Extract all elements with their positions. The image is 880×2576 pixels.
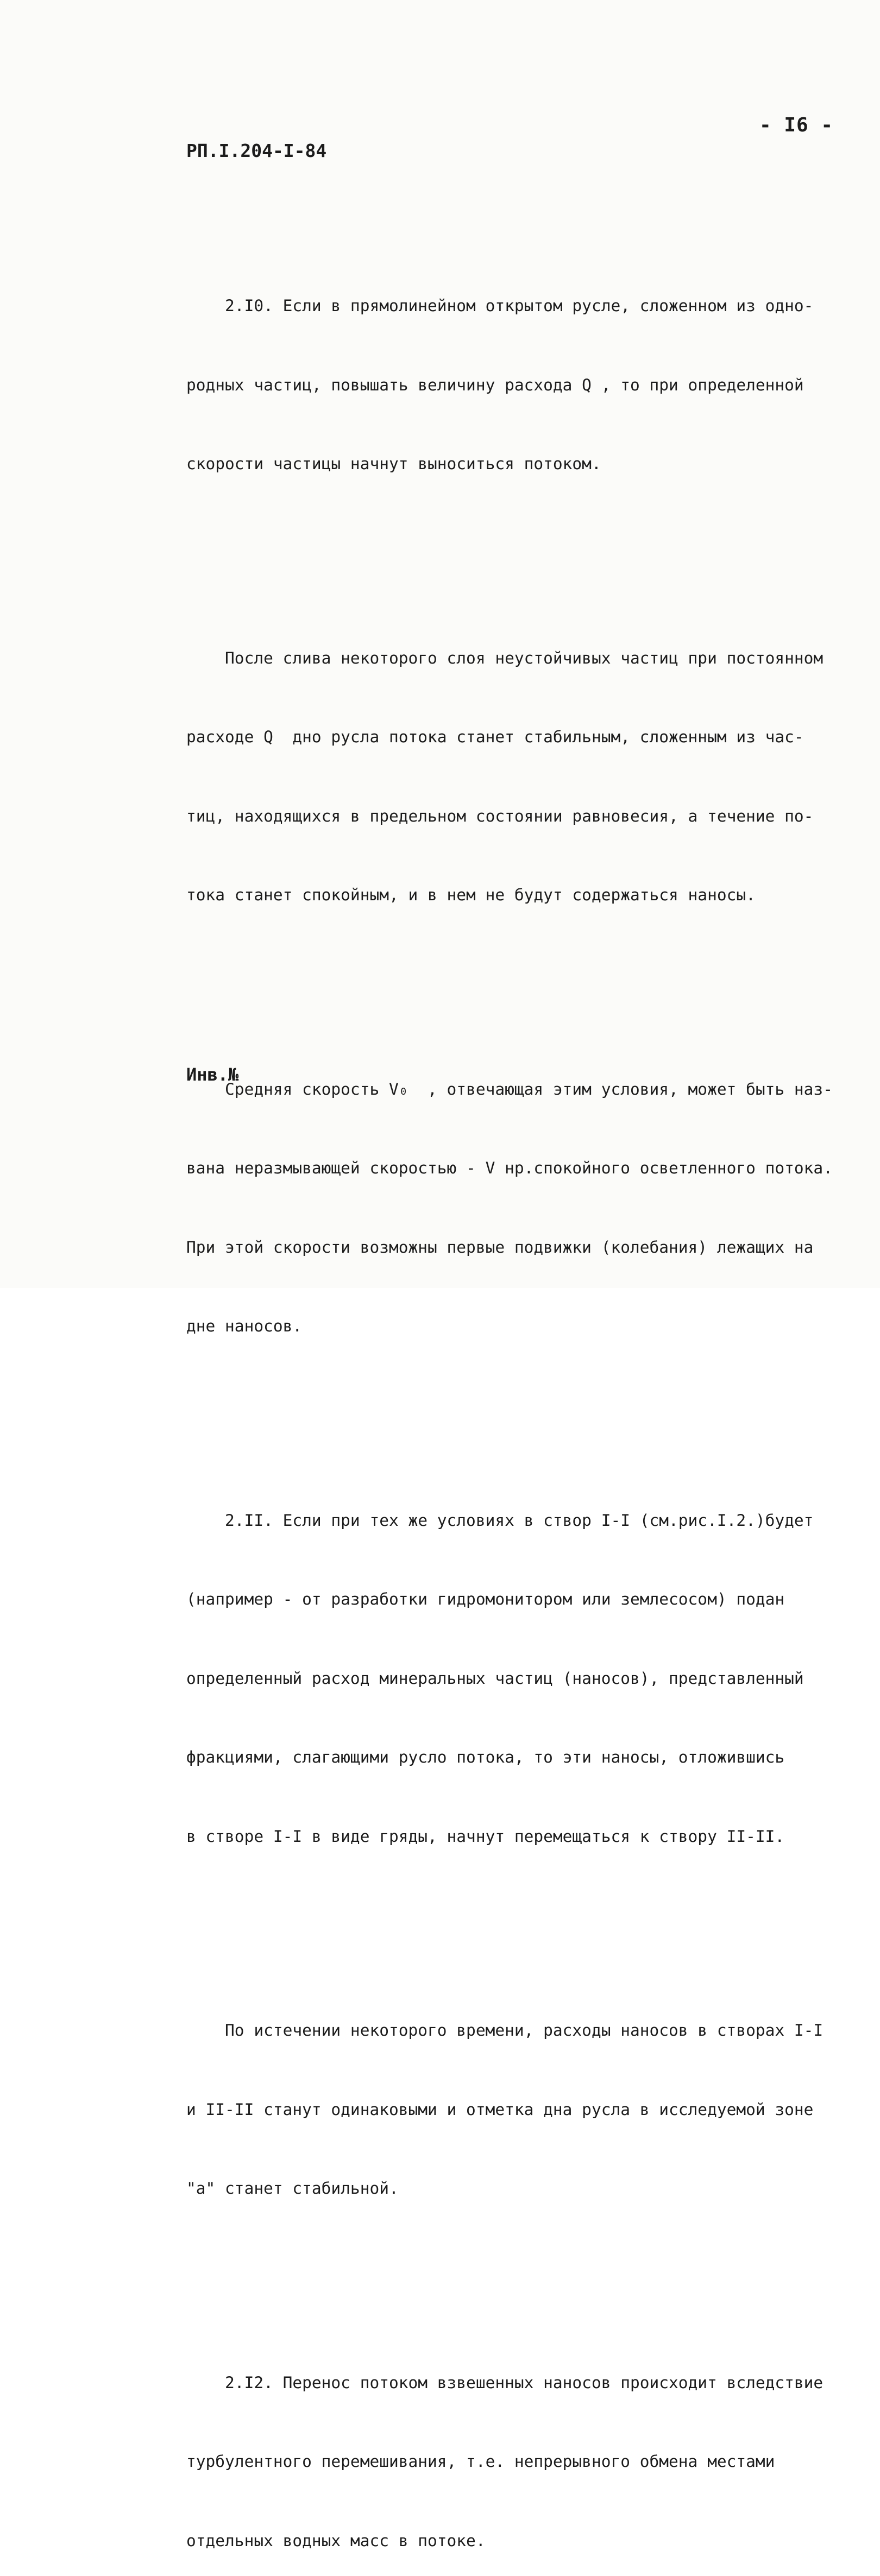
text-line: скорости частицы начнут выноситься потоком. bbox=[186, 451, 873, 477]
text-line: в створе I-I в виде гряды, начнут перемещаться к створу II-II. bbox=[186, 1823, 873, 1850]
text-line: расходе Q дно русла потока станет стабильным, сложенным из час- bbox=[186, 724, 873, 750]
text-line: Средняя скорость V₀ , отвечающая этим условия, может быть наз- bbox=[186, 1076, 873, 1103]
paragraph-2-12 bbox=[186, 2317, 873, 2576]
text-line: тока станет спокойным, и в нем не будут содержаться наносы. bbox=[186, 882, 873, 908]
paragraph-2-11 bbox=[186, 1455, 873, 1903]
text-line: определенный расход минеральных частиц (наносов), представленный bbox=[186, 1665, 873, 1692]
text-line: (например - от разработки гидромонитором или землесосом) подан bbox=[186, 1586, 873, 1613]
text-line: При этой скорости возможны первые подвижки (колебания) лежащих на bbox=[186, 1234, 873, 1261]
paragraph bbox=[186, 1024, 873, 1392]
text-line: тиц, находящихся в предельном состоянии равновесия, а течение по- bbox=[186, 803, 873, 830]
page-number: - I6 - bbox=[759, 114, 833, 136]
text-line: вана неразмывающей скоростью - V нр.спокойного осветленного потока. bbox=[186, 1155, 873, 1182]
document-code: РП.I.204-I-84 bbox=[186, 140, 326, 161]
text-line: отдельных водных масс в потоке. bbox=[186, 2528, 873, 2554]
text-line: дне наносов. bbox=[186, 1313, 873, 1340]
text-line: 2.II. Если при тех же условиях в створ I-I (см.рис.I.2.)будет bbox=[186, 1507, 873, 1534]
inventory-label: Инв.№ bbox=[186, 1064, 238, 1085]
text-line: турбулентного перемешивания, т.е. непрерывного обмена местами bbox=[186, 2448, 873, 2475]
text-line: и II-II станут одинаковыми и отметка дна русла в исследуемой зоне bbox=[186, 2097, 873, 2123]
text-line: фракциями, слагающими русло потока, то эти наносы, отложившись bbox=[186, 1744, 873, 1771]
text-line: родных частиц, повышать величину расхода Q , то при определенной bbox=[186, 372, 873, 399]
paragraph-2-10 bbox=[186, 240, 873, 530]
text-line: По истечении некоторого времени, расходы наносов в створах I-I bbox=[186, 2017, 873, 2044]
text-line: После слива некоторого слоя неустойчивых частиц при постоянном bbox=[186, 645, 873, 672]
document-body bbox=[186, 187, 873, 2576]
paragraph bbox=[186, 592, 873, 961]
paragraph bbox=[186, 1965, 873, 2255]
text-line: 2.I2. Перенос потоком взвешенных наносов происходит вследствие bbox=[186, 2370, 873, 2396]
text-line: "а" станет стабильной. bbox=[186, 2175, 873, 2202]
text-line: 2.I0. Если в прямолинейном открытом русле, сложенном из одно- bbox=[186, 293, 873, 319]
